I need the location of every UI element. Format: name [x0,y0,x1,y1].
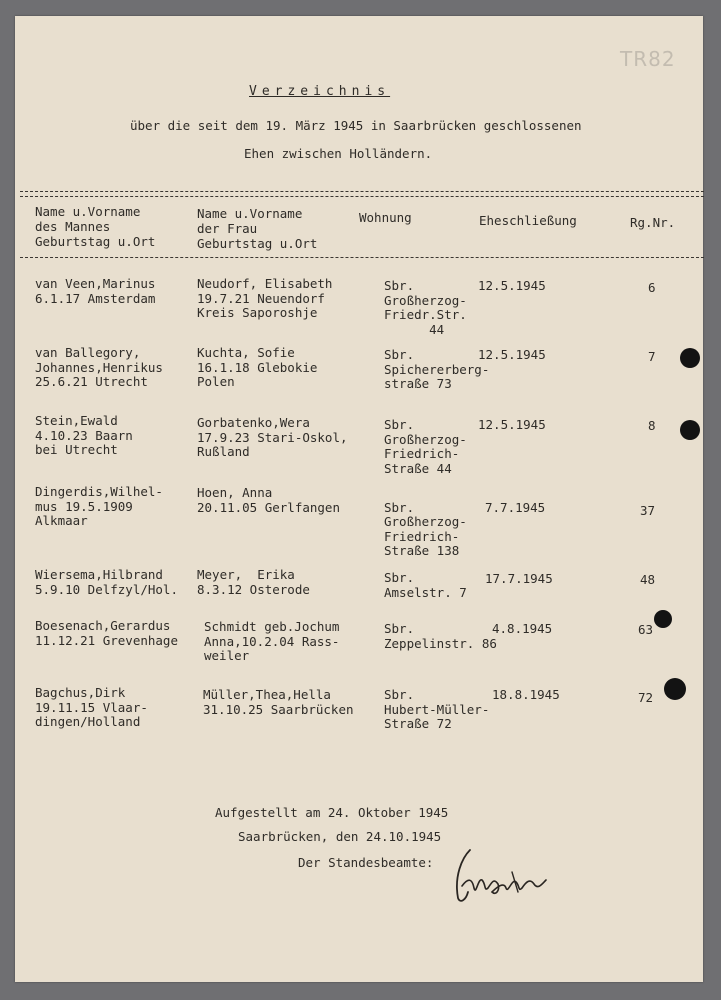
row-4-reg: 37 [640,503,656,518]
header-top-rule [20,191,704,192]
row-2-reg: 7 [648,349,656,364]
row-6-residence: Sbr. Zeppelinstr. 86 [384,621,497,651]
header-residence: Wohnung [359,210,412,225]
document-title: Verzeichnis [249,84,391,99]
row-5-residence: Sbr. Amselstr. 7 [384,570,467,600]
punch-hole [654,610,672,628]
punch-hole [680,348,700,368]
header-bottom-rule [20,257,704,258]
row-7-date: 18.8.1945 [492,687,560,702]
punch-hole [664,678,686,700]
document-subtitle-line2: Ehen zwischen Holländern. [244,146,433,161]
row-1-wife: Neudorf, Elisabeth 19.7.21 Neuendorf Kreis Saporoshje [197,276,333,320]
header-husband: Name u.Vorname des Mannes Geburtstag u.Ort [35,204,156,249]
row-5-wife: Meyer, Erika 8.3.12 Osterode [197,567,310,597]
row-1-reg: 6 [648,280,656,295]
header-wife: Name u.Vorname der Frau Geburtstag u.Ort [197,206,318,251]
row-6-reg: 63 [638,622,654,637]
row-2-wife: Kuchta, Sofie 16.1.18 Glebokie Polen [197,345,318,389]
footer-place-date: Saarbrücken, den 24.10.1945 [238,829,442,844]
header-register-number: Rg.Nr. [630,215,676,230]
archive-mark: TR82 [620,47,676,71]
row-7-husband: Bagchus,Dirk 19.11.15 Vlaar- dingen/Holland [35,685,148,729]
row-3-reg: 8 [648,418,656,433]
row-3-residence: Sbr. Großherzog- Friedrich- Straße 44 [384,417,467,476]
row-2-date: 12.5.1945 [478,347,546,362]
row-5-reg: 48 [640,572,656,587]
row-7-residence: Sbr. Hubert-Müller- Straße 72 [384,687,490,731]
row-2-residence: Sbr. Spichererberg- straße 73 [384,347,490,391]
row-6-wife: Schmidt geb.Jochum Anna,10.2.04 Rass- weiler [204,619,340,663]
row-5-date: 17.7.1945 [485,571,553,586]
row-3-wife: Gorbatenko,Wera 17.9.23 Stari-Oskol, Rußland [197,415,348,459]
row-4-husband: Dingerdis,Wilhel- mus 19.5.1909 Alkmaar [35,484,163,528]
row-3-husband: Stein,Ewald 4.10.23 Baarn bei Utrecht [35,413,133,457]
row-1-husband: van Veen,Marinus 6.1.17 Amsterdam [35,276,156,306]
row-6-husband: Boesenach,Gerardus 11.12.21 Grevenhage [35,618,178,648]
row-2-husband: van Ballegory, Johannes,Henrikus 25.6.21 Utrecht [35,345,163,389]
row-1-date: 12.5.1945 [478,278,546,293]
row-7-wife: Müller,Thea,Hella 31.10.25 Saarbrücken [203,687,354,717]
row-3-date: 12.5.1945 [478,417,546,432]
footer-registrar-label: Der Standesbeamte: [298,855,434,870]
row-4-date: 7.7.1945 [485,500,546,515]
row-1-residence: Sbr. Großherzog- Friedr.Str. 44 [384,278,467,337]
footer-drawn-up: Aufgestellt am 24. Oktober 1945 [215,805,449,820]
row-5-husband: Wiersema,Hilbrand 5.9.10 Delfzyl/Hol. [35,567,178,597]
row-7-reg: 72 [638,690,654,705]
registrar-signature [442,848,562,908]
punch-hole [680,420,700,440]
document-subtitle-line1: über die seit dem 19. März 1945 in Saarbrücken geschlossenen [130,118,582,133]
header-marriage-date: Eheschließung [479,213,577,228]
row-4-residence: Sbr. Großherzog- Friedrich- Straße 138 [384,499,467,558]
row-4-wife: Hoen, Anna 20.11.05 Gerlfangen [197,485,340,515]
row-6-date: 4.8.1945 [492,621,553,636]
header-top-rule-2 [20,196,704,197]
